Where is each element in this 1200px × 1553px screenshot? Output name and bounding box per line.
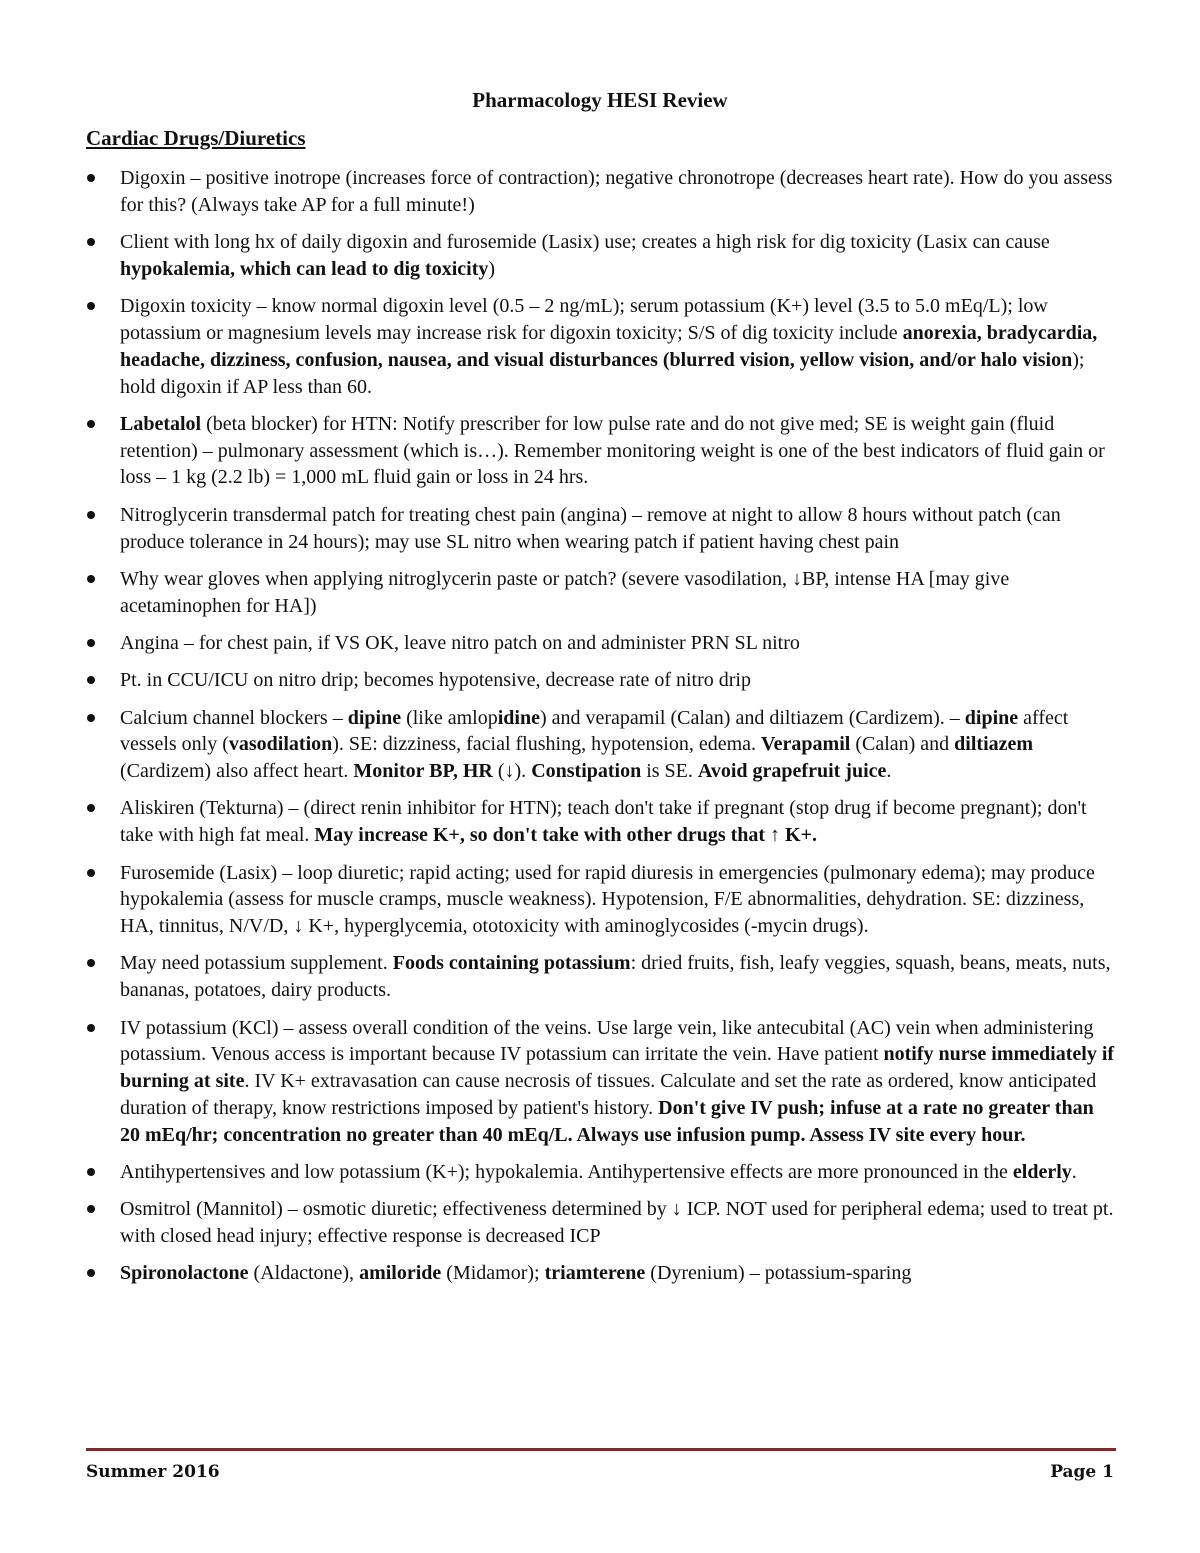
bullet-icon [87,1205,95,1213]
bold-text: triamterene [544,1262,646,1285]
bold-text: dipine [964,706,1019,729]
bold-text: Constipation [531,760,642,783]
list-item [86,165,1116,219]
text: (Cardizem) also affect heart. [120,760,354,783]
bullet-icon [87,575,95,583]
bold-text: amiloride [359,1262,442,1285]
text: ); hold digoxin if AP less than 60. [120,348,1085,398]
list-item [86,667,1116,694]
bullet-icon [87,959,95,967]
bold-text: anorexia, bradycardia, headache, dizziness, confusion, nausea, and visual disturbances (blurred vision, yellow vision, and/or halo vision [120,321,1098,371]
list-item [86,411,1116,491]
bold-text: Spironolactone [120,1262,249,1285]
bold-text: May increase K+, so don't take with other drugs that ↑ K+. [314,824,817,847]
text: Angina – for chest pain, if VS OK, leave nitro patch on and administer PRN SL nitro [120,631,800,654]
text: Why wear gloves when applying nitroglycerin paste or patch? (severe vasodilation, ↓BP, intense HA [may give acetaminophen for HA]) [120,567,1010,617]
text: IV potassium (KCl) – assess overall condition of the veins. Use large vein, like antecubital (AC) vein when administering potassium. Venous access is important because IV potassium can irritate the vein. Have patient [120,1016,1094,1066]
text: Client with long hx of daily digoxin and furosemide (Lasix) use; creates a high risk for dig toxicity (Lasix can cause [120,231,1050,254]
bold-text: diltiazem [954,733,1034,756]
bold-text: notify nurse immediately if burning at site [120,1043,1115,1093]
bold-text: hypokalemia, which can lead to dig toxicity [120,257,489,280]
bold-text: Avoid grapefruit juice [697,760,887,783]
bold-text: Monitor BP, HR [353,760,493,783]
bullet-icon [87,1168,95,1176]
bullet-icon [87,639,95,647]
bold-text: vasodilation [228,733,333,756]
text: . [1071,1161,1077,1183]
text: : dried fruits, fish, leafy veggies, squash, beans, meats, nuts, bananas, potatoes, dairy products. [120,952,1111,1002]
text: Furosemide (Lasix) – loop diuretic; rapid acting; used for rapid diuresis in emergencies (pulmonary edema); may produce hypokalemia (assess for muscle cramps, muscle weakness). Hypotension, F/E abnormalities, dehydration. SE: dizziness, HA, tinnitus, N/V/D, ↓ K+, hyperglycemia, ototoxicity with aminoglycosides (-mycin drugs). [120,861,1095,938]
bold-text: idine [497,706,540,729]
list-item [86,705,1116,785]
list-item [86,1015,1116,1149]
bullet-icon [87,676,95,684]
bold-text: dipine [347,706,402,729]
text: Nitroglycerin transdermal patch for treating chest pain (angina) – remove at night to allow 8 hours without patch (can produce tolerance in 24 hours); may use SL nitro when wearing patch if patient having chest pain [120,503,1061,553]
text: Digoxin toxicity – know normal digoxin level (0.5 – 2 ng/mL); serum potassium (K+) level (3.5 to 5.0 mEq/L); low potassium or magnesium levels may increase risk for digoxin toxicity; S/S of dig toxicity include [120,295,1048,344]
text: (Calan) and [850,733,955,756]
list-item [86,860,1116,940]
list-item [86,950,1116,1004]
bullet-icon [87,1024,95,1032]
text: Osmitrol (Mannitol) – osmotic diuretic; effectiveness determined by ↓ ICP. NOT used for peripheral edema; used to treat pt. with closed head injury; effective response is decreased ICP [120,1198,1114,1248]
list-item [86,630,1116,657]
bullet-icon [87,869,95,877]
bullet-icon [87,174,95,182]
list-item [86,1260,1116,1287]
text: (like amlop [401,706,498,729]
bold-text: Foods containing potassium [392,952,631,975]
list-item [86,229,1116,283]
bullet-icon [87,714,95,722]
list-item [86,566,1116,620]
list-item [86,293,1116,400]
text: ). SE: dizziness, facial flushing, hypotension, edema. [332,733,762,756]
text: is SE. [641,760,698,783]
text: (beta blocker) for HTN: Notify prescriber for low pulse rate and do not give med; SE is weight gain (fluid retention) – pulmonary assessment (which is…). Remember monitoring weight is one of the best indicators of fluid gain or loss – 1 kg (2.2 lb) = 1,000 mL fluid gain or loss in 24 hrs. [120,412,1105,489]
section-heading: Cardiac Drugs/Diuretics [86,126,306,150]
text: Antihypertensives and low potassium (K+); hypokalemia. Antihypertensive effects are more pronounced in the [120,1161,1013,1183]
text: affect vessels only ( [120,706,1069,756]
footer-page-number: Page 1 [1050,1462,1114,1482]
bullet-icon [87,238,95,246]
list-item [86,1196,1116,1250]
bullet-icon [87,1269,95,1277]
text: (Aldactone), [248,1262,360,1285]
bold-text: Don't give IV push; infuse at a rate no greater than 20 mEq/hr; concentration no greater than 40 mEq/L. Always use infusion pump. Assess IV site every hour. [120,1096,1094,1146]
text: . [886,760,892,783]
text: . IV K+ extravasation can cause necrosis of tissues. Calculate and set the rate as ordered, know anticipated duration of therapy, know restrictions imposed by patient's history. [120,1070,1097,1119]
footer-divider [86,1448,1116,1451]
footer-date: Summer 2016 [86,1462,220,1482]
text: (Midamor); [441,1262,545,1285]
list-item [86,795,1116,849]
bullet-icon [87,302,95,310]
text: (Dyrenium) – potassium-sparing [645,1262,912,1285]
bold-text: Labetalol [120,412,202,435]
bullet-icon [87,511,95,519]
bold-text: elderly [1012,1161,1072,1183]
text: Calcium channel blockers – [120,706,348,729]
text: Aliskiren (Tekturna) – (direct renin inhibitor for HTN); teach don't take if pregnant (stop drug if become pregnant); don't take with high fat meal. [120,797,1087,847]
text: ) [488,257,496,280]
bullet-list [86,165,1116,1298]
text: (↓). [492,760,532,783]
text: Pt. in CCU/ICU on nitro drip; becomes hypotensive, decrease rate of nitro drip [120,669,751,692]
text: ) and verapamil (Calan) and diltiazem (Cardizem). – [539,706,965,729]
bullet-icon [87,420,95,428]
text: Digoxin – positive inotrope (increases force of contraction); negative chronotrope (decreases heart rate). How do you assess for this? (Always take AP for a full minute!) [120,167,1113,216]
list-item [86,502,1116,556]
bullet-icon [87,804,95,812]
text: May need potassium supplement. [120,952,393,975]
list-item [86,1159,1116,1186]
bold-text: Verapamil [761,733,851,756]
page-title: Pharmacology HESI Review [472,88,728,112]
